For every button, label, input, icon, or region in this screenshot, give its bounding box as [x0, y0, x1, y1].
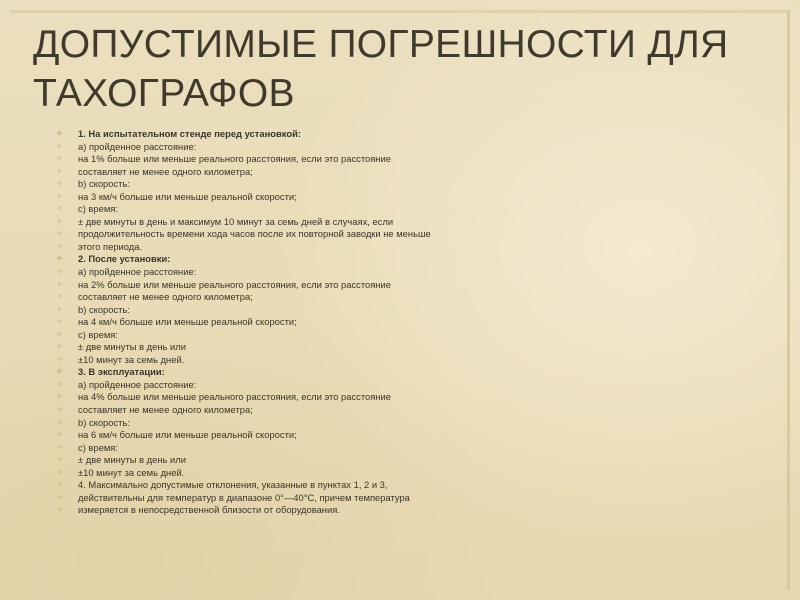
body-line	[56, 203, 516, 216]
body-line	[56, 266, 516, 279]
body-line	[56, 479, 516, 492]
body-line-text: ±10 минут за семь дней.	[78, 466, 185, 478]
bullet-icon: ✧	[56, 129, 63, 138]
body-line-text: продолжительность времени хода часов после их повторной заводки не меньше	[78, 228, 431, 240]
body-line	[56, 216, 516, 229]
body-line-text: с) время:	[78, 441, 118, 453]
body-line	[56, 354, 516, 367]
slide-frame-top	[10, 10, 790, 13]
bullet-icon: ✧	[56, 342, 63, 352]
body-line	[56, 178, 516, 191]
bullet-icon: ✧	[56, 166, 63, 176]
body-line	[56, 454, 516, 467]
body-line	[56, 291, 516, 304]
bullet-icon: ✧	[56, 141, 63, 151]
body-line	[56, 228, 516, 241]
body-line	[56, 442, 516, 455]
bullet-icon: ✧	[56, 354, 63, 364]
body-line	[56, 366, 516, 379]
body-line	[56, 241, 516, 254]
body-line-text: а) пройденное расстояние:	[78, 140, 197, 152]
body-line-text: b) скорость:	[78, 303, 130, 315]
body-line	[56, 128, 516, 141]
body-line	[56, 166, 516, 179]
body-line-text: на 4 км/ч больше или меньше реальной скорости;	[78, 316, 297, 328]
bullet-icon: ✧	[56, 379, 63, 389]
body-line	[56, 404, 516, 417]
body-line-text: составляет не менее одного километра;	[78, 291, 253, 303]
bullet-icon: ✧	[56, 154, 63, 164]
body-line	[56, 141, 516, 154]
bullet-icon: ✧	[56, 179, 63, 189]
bullet-icon: ✧	[56, 292, 63, 302]
body-line	[56, 417, 516, 430]
body-line-text: а) пройденное расстояние:	[78, 266, 197, 278]
body-line-text: а) пройденное расстояние:	[78, 378, 197, 390]
body-line-text: с) время:	[78, 328, 118, 340]
body-line-text: ± две минуты в день или	[78, 454, 186, 466]
body-line-text: на 4% больше или меньше реального расстояния, если это расстояние	[78, 391, 391, 403]
body-line-text: b) скорость:	[78, 178, 130, 190]
body-line-text: этого периода.	[78, 240, 143, 252]
body-line-text: на 3 км/ч больше или меньше реальной скорости;	[78, 190, 297, 202]
body-line-text: b) скорость:	[78, 416, 130, 428]
body-line-text: на 1% больше или меньше реального расстояния, если это расстояние	[78, 153, 391, 165]
bullet-icon: ✧	[56, 442, 63, 452]
bullet-icon: ✧	[56, 505, 63, 515]
body-line-text: 1. На испытательном стенде перед установкой:	[78, 128, 301, 139]
bullet-icon: ✧	[56, 216, 63, 226]
body-line	[56, 304, 516, 317]
bullet-icon: ✧	[56, 367, 63, 377]
body-line-text: с) время:	[78, 203, 118, 215]
body-line	[56, 492, 516, 505]
body-line-text: ±10 минут за семь дней.	[78, 353, 185, 365]
bullet-icon: ✧	[56, 455, 63, 465]
body-line-text: на 6 км/ч больше или меньше реальной скорости;	[78, 429, 297, 441]
body-line	[56, 279, 516, 292]
body-line-text: составляет не менее одного километра;	[78, 404, 253, 416]
body-line	[56, 316, 516, 329]
body-line-text: действительны для температур в диапазоне 0°—40°С, причем температура	[78, 491, 410, 503]
slide-frame-right	[787, 10, 790, 590]
body-line-text: на 2% больше или меньше реального расстояния, если это расстояние	[78, 278, 391, 290]
body-line	[56, 329, 516, 342]
bullet-icon: ✧	[56, 405, 63, 415]
slide-body-list	[56, 128, 516, 517]
body-line	[56, 504, 516, 517]
body-line-text: измеряется в непосредственной близости от оборудования.	[78, 504, 340, 516]
bullet-icon: ✧	[56, 279, 63, 289]
bullet-icon: ✧	[56, 204, 63, 214]
bullet-icon: ✧	[56, 267, 63, 277]
body-line	[56, 341, 516, 354]
bullet-icon: ✧	[56, 480, 63, 490]
bullet-icon: ✧	[56, 392, 63, 402]
bullet-icon: ✧	[56, 229, 63, 239]
bullet-icon: ✧	[56, 191, 63, 201]
body-line-text: ± две минуты в день и максимум 10 минут за семь дней в случаях, если	[78, 215, 394, 227]
bullet-icon: ✧	[56, 430, 63, 440]
body-line	[56, 153, 516, 166]
body-line	[56, 191, 516, 204]
body-line	[56, 253, 516, 266]
bullet-icon: ✧	[56, 467, 63, 477]
body-line	[56, 391, 516, 404]
body-line	[56, 467, 516, 480]
bullet-icon: ✧	[56, 317, 63, 327]
bullet-icon: ✧	[56, 329, 63, 339]
bullet-icon: ✧	[56, 304, 63, 314]
body-line-text: ± две минуты в день или	[78, 341, 186, 353]
bullet-icon: ✧	[56, 241, 63, 251]
body-line	[56, 379, 516, 392]
body-line	[56, 429, 516, 442]
body-line-text: составляет не менее одного километра;	[78, 165, 253, 177]
body-line-text: 4. Максимально допустимые отклонения, указанные в пунктах 1, 2 и 3,	[78, 479, 388, 491]
body-line-text: 3. В эксплуатации:	[78, 366, 165, 378]
body-line-text: 2. После установки:	[78, 253, 171, 265]
bullet-icon: ✧	[56, 254, 63, 264]
bullet-icon: ✧	[56, 492, 63, 502]
slide-title: ДОПУСТИМЫЕ ПОГРЕШНОСТИ ДЛЯ ТАХОГРАФОВ	[33, 23, 729, 115]
bullet-icon: ✧	[56, 417, 63, 427]
